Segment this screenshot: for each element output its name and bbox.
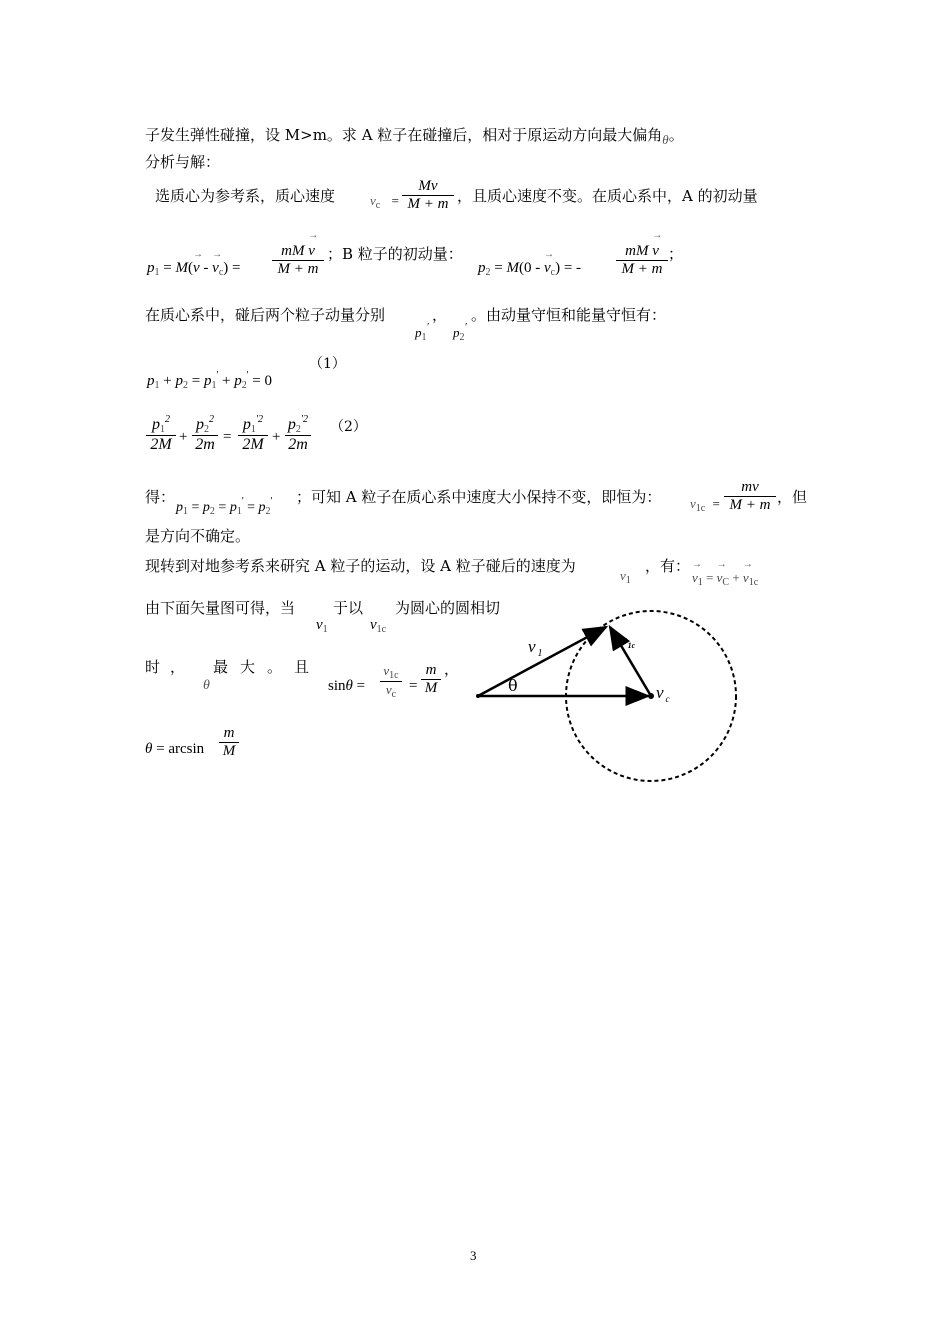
v1c-symbol: $v_{1c}$ = xyxy=(690,496,720,514)
theta-label: θ xyxy=(508,676,518,695)
line12-text-a: 时， xyxy=(145,658,196,676)
v1-label: v $_1$ xyxy=(528,637,543,659)
line8-text-a: 得： xyxy=(145,488,176,506)
line3-text-b: ，且质心速度不变。在质心系中，A 的初动量 xyxy=(457,187,758,205)
line4-end xyxy=(668,244,683,264)
sin-theta: sinθ = xyxy=(328,678,366,694)
eq2-term3: $p_1^{'2}$ 2M xyxy=(238,414,268,454)
line5-text-a: 在质心系中，碰后两个粒子动量分别 xyxy=(145,306,386,324)
v1c-label: $v_{1c}$ xyxy=(620,633,636,650)
eq2-term1: $p_1^2$ 2M xyxy=(146,414,176,454)
text-line-1 xyxy=(145,125,684,150)
semicolon: ； xyxy=(668,245,684,263)
equation-1-label: （1） xyxy=(309,356,346,372)
line5-text-c: 。由动量守恒和能量守恒有： xyxy=(471,306,667,324)
line8-text-c: ，但 xyxy=(777,488,808,506)
text-line-10b xyxy=(645,556,690,576)
text-line-10 xyxy=(145,556,576,576)
text-line-12b xyxy=(213,657,321,677)
text-line-12 xyxy=(145,657,195,677)
comma-text: ， xyxy=(432,306,448,324)
eq2-term2: $p_2^2$ 2m xyxy=(192,414,218,454)
vector-diagram xyxy=(470,605,750,790)
text-line-8 xyxy=(145,487,175,507)
p2-equation: $p_2 = M(0$ - → $v_c$) = - xyxy=(478,258,581,283)
p1-prime-symbol: $p_1'$ xyxy=(415,322,429,343)
p1-fraction: mM → v M + m xyxy=(272,243,324,278)
line11-text-a: 由下面矢量图可得，当 xyxy=(145,599,296,617)
v1-tangent-symbol: $v_1$ xyxy=(316,617,328,635)
text-line-11 xyxy=(145,598,295,618)
line11-text-b: 于以 xyxy=(333,599,364,617)
plus-1: + xyxy=(179,429,188,445)
eq2-term4: $p_2^{'2}$ 2m xyxy=(285,414,311,454)
v1c-fraction: mv M + m xyxy=(724,479,776,514)
line10-text-b: ，有： xyxy=(645,557,691,575)
vc-label: v $_c$ xyxy=(656,683,670,704)
theta-symbol: θ xyxy=(662,132,669,147)
comma xyxy=(432,305,447,325)
line9-text: 是方向不确定。 xyxy=(145,527,251,545)
line3-text-a: 选质心为参考系，质心速度 xyxy=(155,187,336,205)
text-line-8b xyxy=(296,487,661,507)
text-line-8c xyxy=(777,487,807,507)
line4-text: ；B 粒子的初动量： xyxy=(327,245,463,263)
v1-symbol: $v_1$ xyxy=(620,568,631,586)
equals: = xyxy=(223,429,232,445)
equation-1: $p_1 + p_2 = p_1' + p_2' = 0$ xyxy=(147,370,272,391)
period: 。 xyxy=(668,126,684,144)
text-line-5 xyxy=(145,305,385,325)
vector-sum: → $v_1$ = → $v_C$ + → $v_{1c}$ xyxy=(692,568,758,593)
text-line-3b xyxy=(457,186,758,206)
origin-point xyxy=(476,694,480,698)
p1-equation: $p_1 = M(\to v$ - → $v_c$) = xyxy=(147,258,240,283)
sin-fraction-2: m M xyxy=(421,662,441,697)
center-point xyxy=(648,693,654,699)
v1c-arrow xyxy=(610,627,651,696)
line8-text-b: ；可知 A 粒子在质心系中速度大小保持不变，即恒为： xyxy=(296,488,662,506)
equals-2: = xyxy=(409,678,418,694)
theta-arcsin: θ = arcsin xyxy=(145,741,205,757)
problem-statement-text: 子发生弹性碰撞，设 M>m。求 A 粒子在碰撞后，相对于原运动方向最大偏角 xyxy=(145,126,663,144)
page-number: 3 xyxy=(470,1248,477,1263)
analysis-heading: 分析与解： xyxy=(145,153,221,171)
vc-symbol: $v_c$ = xyxy=(370,193,399,211)
arcsin-fraction: m M xyxy=(219,725,239,760)
theta-max-symbol: θ xyxy=(203,678,210,693)
text-line-3 xyxy=(155,186,335,206)
text-line-4 xyxy=(327,244,463,264)
plus-2: + xyxy=(272,429,281,445)
sin-fraction-1: $v_{1c}$ $v_c$ xyxy=(380,663,402,700)
line11-text-c: 为圆心的圆相切 xyxy=(395,599,501,617)
line10-text-a: 现转到对地参考系来研究 A 粒子的运动，设 A 粒子碰后的速度为 xyxy=(145,557,576,575)
p2-fraction: mM → v M + m xyxy=(616,243,668,278)
line12-text-b: 最大。且 xyxy=(213,658,322,676)
text-line-5c xyxy=(471,305,666,325)
vc-fraction: Mv M + m xyxy=(402,178,454,213)
line12-comma xyxy=(444,659,459,679)
text-line-9 xyxy=(145,526,250,546)
v1c-center-symbol: $v_{1c}$ xyxy=(370,617,387,635)
momentum-equality: $p_1 = p_2 = p_1' = p_2'$ xyxy=(176,496,273,517)
comma-2: ， xyxy=(444,660,460,678)
section-heading xyxy=(145,152,220,172)
text-line-11b xyxy=(333,598,363,618)
v1-arrow xyxy=(478,627,606,696)
p2-prime-symbol: $p_2'$ xyxy=(453,322,467,343)
equation-2-label: （2） xyxy=(330,419,367,435)
